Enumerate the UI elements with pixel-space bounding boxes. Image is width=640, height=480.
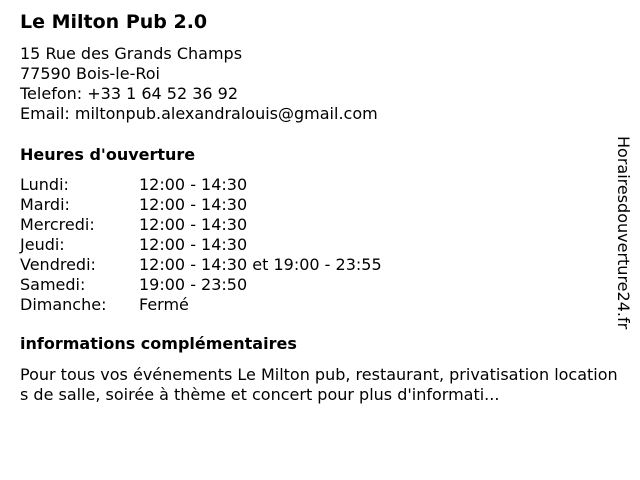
- opening-hours-heading: Heures d'ouverture: [20, 145, 196, 164]
- address-block: [20, 44, 378, 124]
- time-value: 12:00 - 14:30: [139, 215, 248, 234]
- hours-row-saturday: [20, 275, 382, 295]
- time-value: 12:00 - 14:30: [139, 235, 248, 254]
- day-label: Vendredi:: [20, 255, 96, 274]
- time-value: 12:00 - 14:30 et 19:00 - 23:55: [139, 255, 382, 274]
- day-label: Mardi:: [20, 195, 70, 214]
- time-value: 12:00 - 14:30: [139, 195, 248, 214]
- hours-row-thursday: [20, 235, 382, 255]
- day-label: Dimanche:: [20, 295, 107, 314]
- time-value: 12:00 - 14:30: [139, 175, 248, 194]
- phone-number: Telefon: +33 1 64 52 36 92: [20, 84, 239, 103]
- additional-info-heading: informations complémentaires: [20, 334, 297, 353]
- time-value: 19:00 - 23:50: [139, 275, 248, 294]
- hours-row-wednesday: [20, 215, 382, 235]
- additional-info-text: Pour tous vos événements Le Milton pub, restaurant, privatisation locations de salle, soirée à thème et concert pour plus d'informati...: [20, 365, 618, 404]
- hours-row-sunday: [20, 295, 382, 315]
- business-name: Le Milton Pub 2.0: [20, 11, 208, 33]
- city-postal-code: 77590 Bois-le-Roi: [20, 64, 160, 83]
- hours-row-friday: [20, 255, 382, 275]
- hours-row-monday: [20, 175, 382, 195]
- day-label: Jeudi:: [20, 235, 65, 254]
- hours-row-tuesday: [20, 195, 382, 215]
- time-value: Fermé: [139, 295, 189, 314]
- opening-hours-table: [20, 175, 382, 315]
- email-address: Email: miltonpub.alexandralouis@gmail.com: [20, 104, 378, 123]
- day-label: Mercredi:: [20, 215, 95, 234]
- street-address: 15 Rue des Grands Champs: [20, 44, 243, 63]
- site-watermark: Horairesdouverture24.fr: [614, 136, 633, 330]
- day-label: Samedi:: [20, 275, 86, 294]
- day-label: Lundi:: [20, 175, 69, 194]
